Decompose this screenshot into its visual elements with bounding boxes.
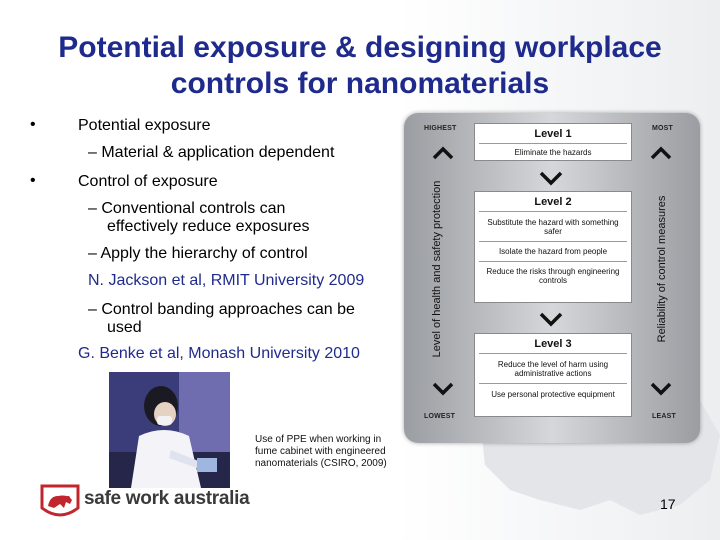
citation-jackson: N. Jackson et al, RMIT University 2009	[88, 272, 365, 289]
slide-title: Potential exposure & designing workplace controls for nanomaterials	[58, 31, 662, 100]
logo-text: safe work australia	[84, 488, 250, 509]
bullet-potential-exposure: Potential exposure	[78, 117, 211, 134]
bullet-marker: •	[30, 172, 36, 189]
page-number: 17	[660, 496, 676, 512]
label-highest: HIGHEST	[424, 125, 457, 132]
level-1-box	[474, 123, 632, 161]
sub-material-dependent: – Material & application dependent	[88, 144, 335, 161]
level-2-item: Reduce the risks through engineering controls	[486, 267, 620, 285]
sub-hierarchy-of-control: – Apply the hierarchy of control	[88, 245, 308, 262]
logo-emblem-icon	[38, 482, 82, 522]
bullet-control-exposure: Control of exposure	[78, 173, 218, 190]
sub-control-banding-cont: used	[107, 319, 142, 336]
citation-benke: G. Benke et al, Monash University 2010	[78, 345, 360, 362]
safe-work-australia-logo	[38, 482, 248, 522]
level-2-title: Level 2	[534, 196, 572, 208]
label-protection-level: Level of health and safety protection	[431, 180, 443, 358]
level-3-item: Use personal protective equipment	[491, 390, 615, 399]
down-chevron-icon	[432, 381, 454, 397]
sub-conventional-controls-cont: effectively reduce exposures	[107, 218, 310, 235]
level-3-title: Level 3	[534, 338, 572, 350]
sub-control-banding: – Control banding approaches can be	[88, 301, 355, 318]
up-chevron-icon	[650, 145, 672, 161]
down-chevron-icon	[650, 381, 672, 397]
photo-caption: Use of PPE when working in fume cabinet with engineered nanomaterials (CSIRO, 2009)	[255, 434, 387, 469]
down-chevron-icon	[538, 169, 564, 187]
level-2-item: Isolate the hazard from people	[498, 247, 608, 256]
level-2-box	[474, 191, 632, 303]
label-most: MOST	[652, 125, 674, 132]
down-chevron-icon	[538, 310, 564, 328]
hierarchy-of-control-diagram	[404, 113, 700, 443]
sub-conventional-controls: – Conventional controls can	[88, 200, 286, 217]
level-3-box	[474, 333, 632, 417]
level-1-item: Eliminate the hazards	[514, 148, 592, 157]
level-3-item: Reduce the level of harm using administrative actions	[497, 360, 609, 378]
ppe-worker-photo	[109, 372, 230, 488]
level-2-item: Substitute the hazard with something safer	[487, 218, 619, 236]
up-chevron-icon	[432, 145, 454, 161]
bullet-marker: •	[30, 116, 36, 133]
label-lowest: LOWEST	[424, 413, 456, 420]
label-least: LEAST	[652, 413, 676, 420]
level-1-title: Level 1	[534, 128, 572, 140]
label-reliability: Reliability of control measures	[656, 195, 668, 343]
